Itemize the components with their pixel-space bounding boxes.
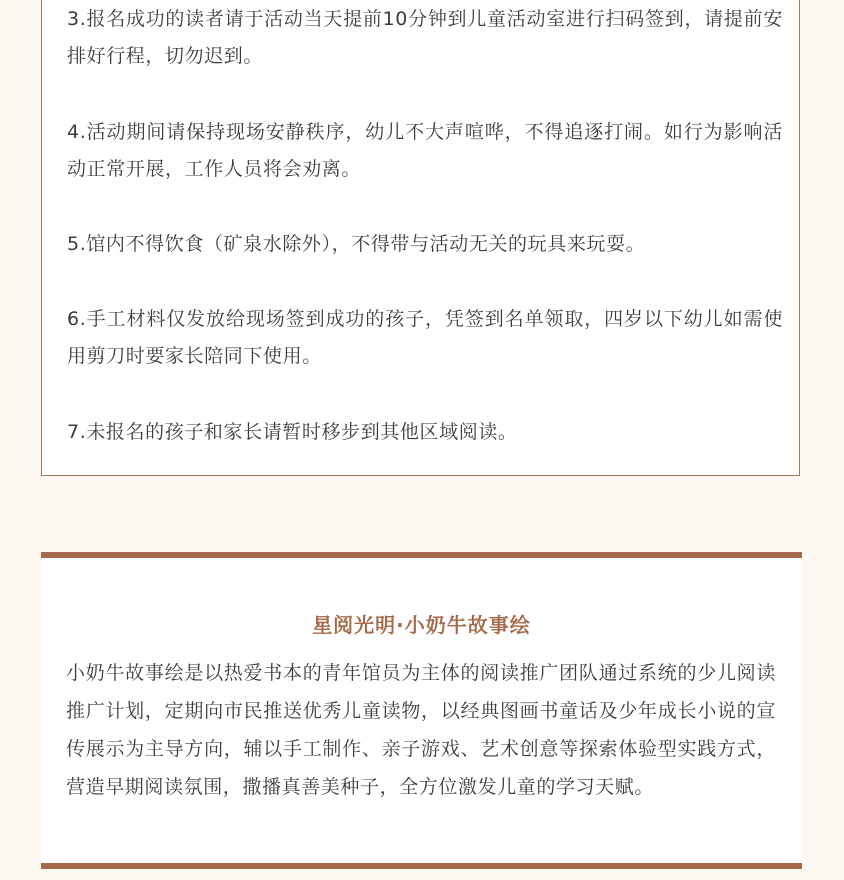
activity-rules-box [41,0,800,476]
rule-item-3: 3.报名成功的读者请于活动当天提前10分钟到儿童活动室进行扫码签到，请提前安排好行程，切勿迟到。 [67,8,783,67]
rule-item-5: 5.馆内不得饮食（矿泉水除外），不得带与活动无关的玩具来玩耍。 [67,233,646,255]
rule-item-6: 6.手工材料仅发放给现场签到成功的孩子，凭签到名单领取，四岁以下幼儿如需使用剪刀时要家长陪同下使用。 [67,308,783,367]
story-description: 小奶牛故事绘是以热爱书本的青年馆员为主体的阅读推广团队通过系统的少儿阅读推广计划，定期向市民推送优秀儿童读物，以经典图画书童话及少年成长小说的宣传展示为主导方向，辅以手工制作、亲子游戏、艺术创意等探索体验型实践方式，营造早期阅读氛围，撒播真善美种子，全方位激发儿童的学习天赋。 [66,662,776,798]
rule-item-7: 7.未报名的孩子和家长请暂时移步到其他区域阅读。 [67,421,518,443]
story-title: 星阅光明·小奶牛故事绘 [312,613,531,637]
rule-item-4: 4.活动期间请保持现场安静秩序，幼儿不大声喧哗，不得追逐打闹。如行为影响活动正常开展，工作人员将会劝离。 [67,121,783,180]
story-intro-card [41,552,802,869]
